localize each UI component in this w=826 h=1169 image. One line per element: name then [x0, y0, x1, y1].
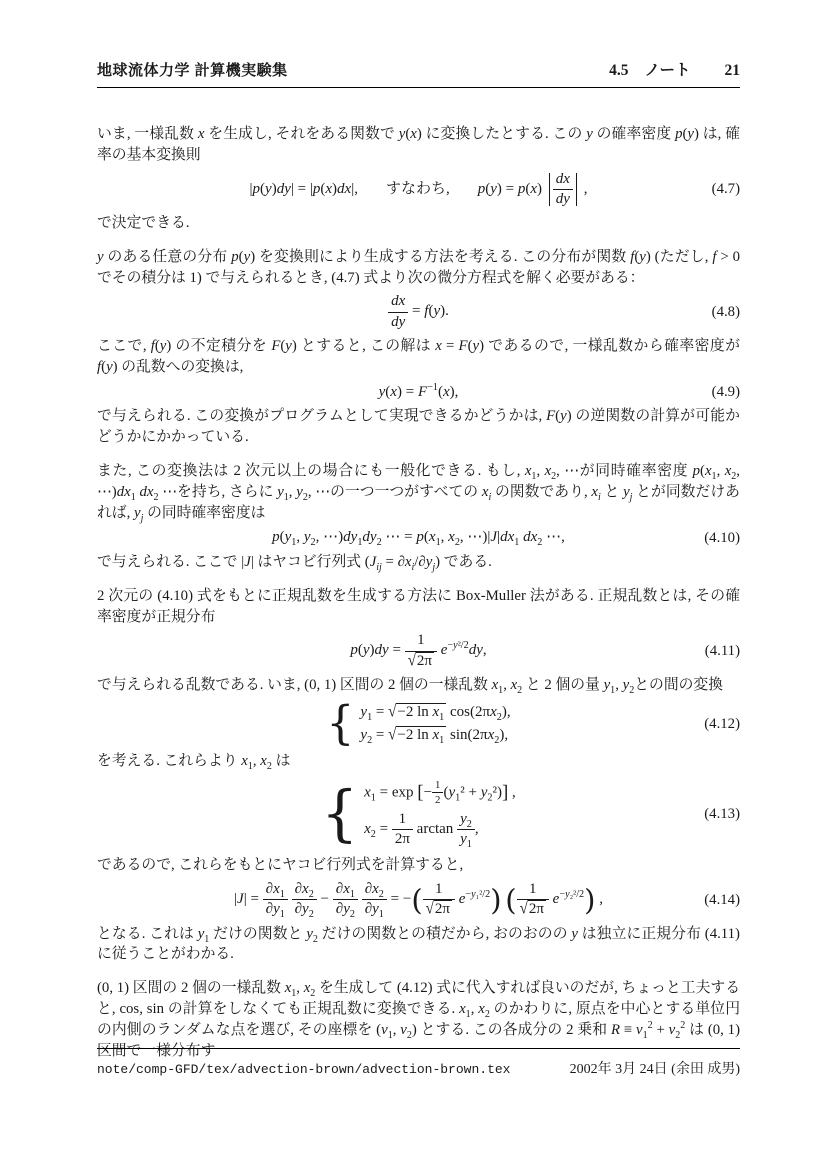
- equation-4-12: [97, 696, 740, 751]
- equation-number: (4.11): [704, 642, 740, 659]
- header-section-number: 4.5: [609, 62, 629, 79]
- paragraph-generalization: また, この変換法は 2 次元以上の場合にも一般化できる. もし, $x_1$, $x_2$, ⋯が同時確率密度 $p(x_1$, $x_2$, $\cdots)dx_1$ $dx_2$ ⋯を持ち, さらに $y_1$, $y_2$, ⋯の一つ一つがすべての $x_i$ の関数であり, $x_i$ と $y_j$ とが同数だけあれば, $y_j$ の同時確率密度は: [97, 462, 740, 524]
- paragraph-uniform-pair: で与えられる乱数である. いま, (0, 1) 区間の 2 個の一様乱数 $x_1$, $x_2$ と 2 個の量 $y_1$, $y_2$との間の変換: [97, 676, 724, 696]
- paragraph-determined: で決定できる.: [97, 215, 190, 232]
- equation-4-13: [97, 777, 740, 850]
- equation-number: (4.7): [711, 181, 740, 198]
- equation-number: (4.9): [711, 383, 740, 400]
- footer-file-path: note/comp-GFD/tex/advection-brown/advection-brown.tex: [97, 1062, 511, 1077]
- paragraph-independence: となる. これは $y_1$ だけの関数と $y_2$ だけの関数との積だから, おのおのの y は独立に正規分布 (4.11) に従うことがわかる.: [97, 925, 740, 963]
- equation-body: $y(x) = F^{-1}(x)$,: [378, 381, 459, 400]
- equation-body: $p(y_1$, $y_2$, $\cdots)dy_1dy_2$ ⋯ = $p(x_1$, $x_2$, $\cdots)|J|dx_1$ $dx_2$ ⋯,: [272, 529, 565, 549]
- equation-4-8: [97, 293, 740, 331]
- equation-number: (4.10): [704, 529, 740, 546]
- paragraph-box-muller: 2 次元の (4.10) 式をもとに正規乱数を生成する方法に Box-Muller 法がある. 正規乱数とは, その確率密度が正規分布: [97, 587, 740, 625]
- header-page-number: 21: [724, 62, 740, 79]
- paragraph-indefinite-integral: ここで, f(y) の不定積分を F(y) とすると, この解は x = F(y) であるので, 一様乱数から確率密度が f(y) の乱数への変換は,: [97, 337, 741, 375]
- equation-4-14: [97, 881, 740, 919]
- equation-body: p(y)dy = $\frac{1}{√2\pi}$ $e^{-y^2/2}dy$,: [350, 632, 487, 670]
- header-title: 地球流体力学 計算機実験集: [97, 62, 288, 79]
- equation-number: (4.14): [704, 891, 740, 908]
- equation-number: (4.13): [704, 805, 740, 822]
- equation-4-11: [97, 632, 740, 670]
- paragraph-intro-transform: いま, 一様乱数 x を生成し, それをある関数で y(x) に変換したとする. この y の確率密度 p(y) は, 確率の基本変換則: [97, 126, 741, 163]
- page-header: [97, 58, 740, 88]
- header-section-info: [609, 58, 740, 80]
- equation-body: { $x_1 = \exp$ [− $\frac{1}{2}$ $(y_1^2 + y_2^2)$] , $x_2$ = $\frac{1}{2\pi}$ arctan $\frac{y_2}{y_1}$ ,: [321, 777, 516, 851]
- equation-body: |p(y)dy| = |p(x)dx|, すなわち, p(y) = p(x) $\frac{dx}{dy}$ ,: [249, 170, 588, 207]
- equation-4-9: [97, 383, 740, 402]
- footer-date: 2002年 3月 24日 (余田 成男): [569, 1062, 740, 1077]
- paragraph-inverse-function: で与えられる. この変換がプログラムとして実現できるかどうかは, F(y) の逆関数の計算が可能かどうかにかかっている.: [97, 408, 740, 446]
- header-section-name: ノート: [644, 62, 691, 79]
- equation-body: |J| = $\frac{\partial x_1}{\partial y_1}$ $\frac{\partial x_2}{\partial y_2}$ − $\frac{\partial x_1}{\partial y_2}$ $\frac{\partial x_2}{\partial y_1}$ = −( $\frac{1}{√2\pi}$ $e^{-y_1^2/2}$) ( $\frac{1}{√2\pi}$ $e^{-y_2^2/2}$) ,: [234, 881, 603, 921]
- equation-number: (4.8): [711, 303, 740, 320]
- page-footer: [97, 1048, 740, 1078]
- equation-number: (4.12): [704, 715, 740, 732]
- equation-4-10: [97, 528, 740, 547]
- paragraph-unit-circle-trick: (0, 1) 区間の 2 個の一様乱数 $x_1$, $x_2$ を生成して (4.12) 式に代入すれば良いのだが, ちょっと工夫すると, cos, sin の計算をしなくても正規乱数に変換できる. $x_1$, $x_2$ のかわりに, 原点を中心とする単位円の内側のランダムな点を選び, その座標を ($v_1$, $v_2$) とする. この各成分の 2 乗和 $R \equiv v_1^2 + v_2^2$ は (0, 1) 区間で一様分布す: [97, 980, 741, 1059]
- equation-body: $\frac{dx}{dy}$ = f(y).: [388, 293, 449, 331]
- paragraph-arbitrary-distribution: y のある任意の分布 p(y) を変換則により生成する方法を考える. この分布が関数 f(y) (ただし, f > 0 でその積分は 1) で与えられるとき, (4.7) 式より次の微分方程式を解く必要がある：: [97, 248, 740, 286]
- equation-4-7: [97, 171, 740, 209]
- equation-body: { $y_1 = √-2$ $\ln x_1$ $\cos(2\pi x_2)$, $y_2 = √-2$ $\ln x_1$ $\sin(2\pi x_2)$,: [326, 696, 511, 751]
- paragraph-compute-jacobian: であるので, これらをもとにヤコビ行列式を計算すると,: [97, 857, 464, 874]
- document-body: [97, 124, 740, 1061]
- paragraph-consider-inverse: を考える. これらより $x_1$, $x_2$ は: [97, 753, 291, 773]
- paragraph-jacobian-note: で与えられる. ここで |J| はヤコビ行列式 $(J_{ij} = \partial x_i/\partial y_j)$ である.: [97, 554, 492, 574]
